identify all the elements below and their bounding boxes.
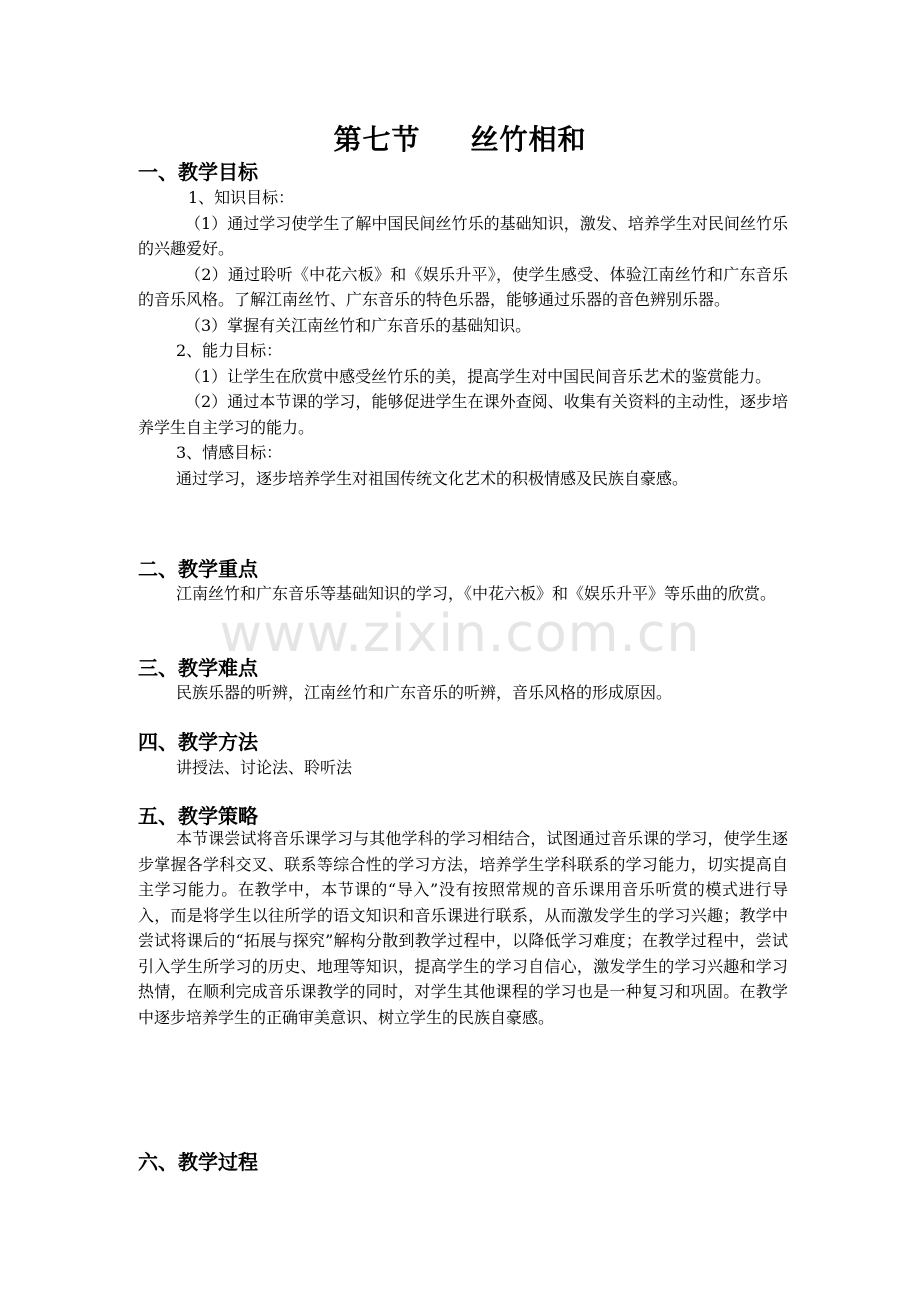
section-teaching-methods-body (138, 755, 788, 781)
teaching-difficulty-text: 民族乐器的听辨，江南丝竹和广东音乐的听辨，音乐风格的形成原因。 (176, 683, 673, 702)
heading-teaching-focus: 二、教学重点 (138, 557, 258, 581)
heading-teaching-difficulty: 三、教学难点 (138, 656, 258, 680)
section-teaching-objectives-body (138, 185, 788, 491)
heading-teaching-strategy: 五、教学策略 (138, 804, 258, 828)
section-teaching-difficulty-body (138, 680, 788, 706)
section-teaching-focus-body (138, 581, 788, 607)
teaching-strategy-text: 本节课尝试将音乐课学习与其他学科的学习相结合，试图通过音乐课的学习，使学生逐步掌握各学科交叉、联系等综合性的学习方法，培养学生学科联系的学习能力，切实提高自主学习能力。在教学中，本节课的“导入”没有按照常规的音乐课用音乐听赏的模式进行导入，而是将学生以往所学的语文知识和音乐课进行联系，从而激发学生的学习兴趣；教学中尝试将课后的“拓展与探究”解构分散到教学过程中，以降低学习难度；在教学过程中，尝试引入学生所学习的历史、地理等知识，提高学生的学习自信心，激发学生的学习兴趣和学习热情，在顺利完成音乐课教学的同时，对学生其他课程的学习也是一种复习和巩固。在教学中逐步培养学生的正确审美意识、树立学生的民族自豪感。 (138, 829, 788, 1027)
title-lesson-name: 丝竹相和 (470, 123, 587, 156)
emotion-objective-1: 通过学习，逐步培养学生对祖国传统文化艺术的积极情感及民族自豪感。 (176, 468, 689, 488)
emotion-objectives-label: 3、情感目标： (176, 443, 283, 462)
knowledge-objective-3: （3）掌握有关江南丝竹和广东音乐的基础知识。 (185, 315, 532, 335)
knowledge-objective-2: （2）通过聆听《中花六板》和《娱乐升平》，使学生感受、体验江南丝竹和广东音乐的音乐风格。了解江南丝竹、广东音乐的特色乐器，能够通过乐器的音色辨别乐器。 (138, 264, 788, 309)
teaching-focus-text: 江南丝竹和广东音乐等基础知识的学习，《中花六板》和《娱乐升平》等乐曲的欣赏。 (176, 584, 777, 603)
page-title (0, 118, 920, 158)
heading-teaching-methods: 四、教学方法 (138, 730, 258, 754)
ability-objectives-label: 2、能力目标： (176, 341, 283, 360)
heading-teaching-process: 六、教学过程 (138, 1150, 258, 1174)
heading-teaching-objectives: 一、教学目标 (138, 160, 258, 184)
ability-objective-2: （2）通过本节课的学习，能够促进学生在课外查阅、收集有关资料的主动性，逐步培养学生自主学习的能力。 (138, 392, 788, 437)
knowledge-objectives-label: 1、知识目标： (188, 188, 295, 207)
knowledge-objective-1: （1）通过学习使学生了解中国民间丝竹乐的基础知识，激发、培养学生对民间丝竹乐的兴趣爱好。 (138, 213, 788, 258)
watermark: www.zixin.com.cn (219, 604, 701, 664)
title-section-number: 第七节 (333, 123, 421, 156)
teaching-methods-text: 讲授法、讨论法、聆听法 (176, 758, 353, 777)
ability-objective-1: （1）让学生在欣赏中感受丝竹乐的美，提高学生对中国民间音乐艺术的鉴赏能力。 (185, 366, 772, 386)
section-teaching-strategy-body (138, 826, 788, 1030)
